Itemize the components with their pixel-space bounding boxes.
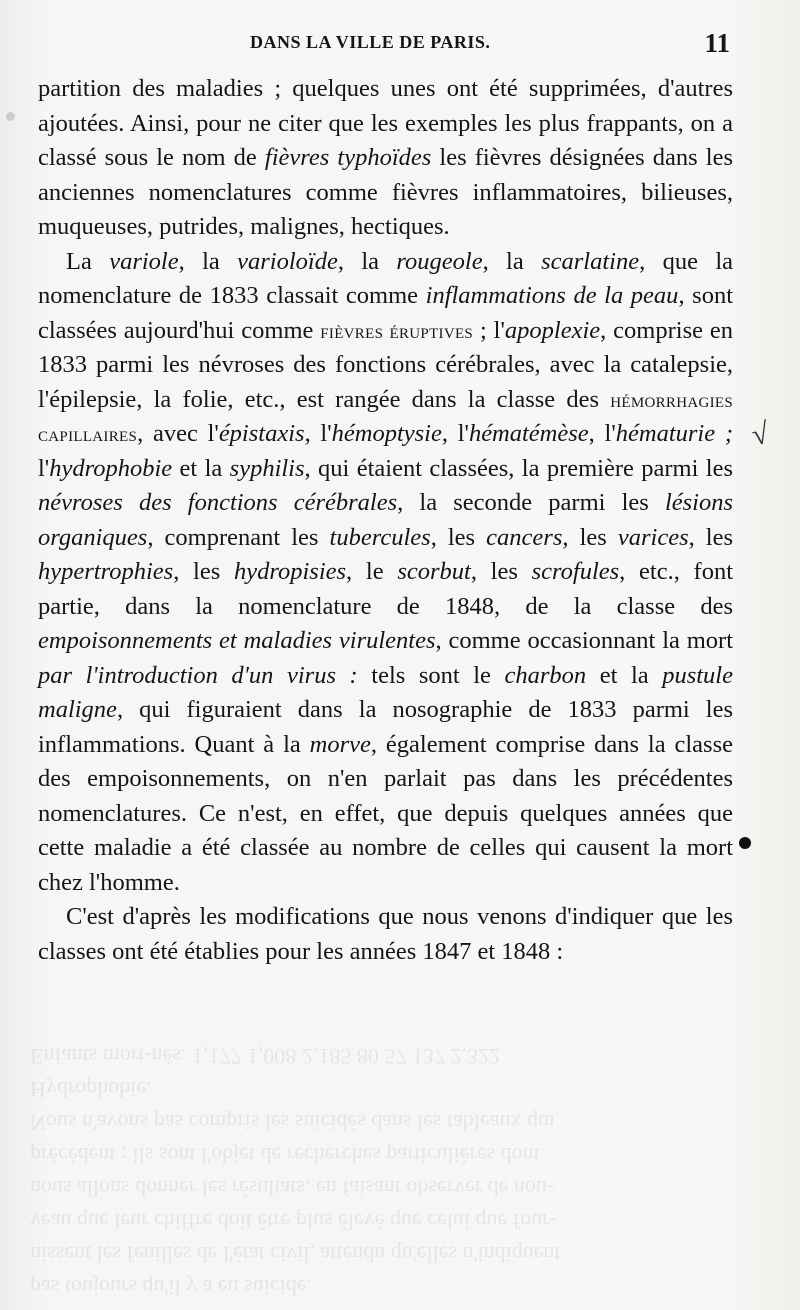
text-run: ; l'	[473, 316, 505, 344]
text-run: , qui étaient classées, la première parmi les	[304, 454, 733, 482]
text-run: , la	[178, 247, 238, 275]
paragraph-1	[38, 72, 733, 245]
text-run: , les	[173, 558, 234, 585]
text-run: et la	[172, 454, 230, 482]
show-through-text	[30, 1040, 750, 1304]
text-run: , l'	[588, 420, 616, 447]
text-run: , la	[482, 247, 542, 275]
page-header	[40, 28, 730, 64]
body-text	[38, 72, 733, 969]
ink-smudge	[6, 112, 15, 121]
show-through-line: Enfants mort-nés. 1,177 1,008 2,185 80 57 137 2,322	[30, 1044, 500, 1069]
show-through-line: nissent les feuilles de l'état civil, attendu qu'elles n'indiquent	[30, 1242, 561, 1267]
italic-run: syphilis	[229, 454, 305, 482]
text-run: , les	[562, 523, 618, 551]
italic-run: hématurie ;	[615, 420, 733, 447]
italic-run: variole	[109, 247, 179, 275]
italic-run: tubercules	[329, 523, 431, 551]
show-through-line: Nous n'avons pas compris les suicidés dans les tableaux qui	[30, 1110, 556, 1135]
small-caps-run: hémorrhagies capillaires	[38, 387, 733, 446]
italic-run: pustule maligne	[38, 661, 733, 723]
text-run: , sont classées aujourd'hui comme	[38, 282, 733, 344]
text-run: , les	[430, 523, 487, 551]
text-run: , la seconde parmi les	[397, 489, 665, 516]
paragraph-3	[38, 900, 733, 969]
italic-run: hypertrophies	[38, 558, 174, 585]
italic-run: morve	[309, 730, 371, 758]
text-run: La	[66, 247, 110, 275]
text-run: , avec l'	[137, 420, 219, 447]
italic-run: névroses des fonctions cérébrales	[38, 489, 398, 516]
text-run: tels sont le	[357, 661, 505, 689]
show-through-line: veau que leur chiffre doit être plus élevé que celui que four-	[30, 1209, 557, 1234]
text-run: , les	[470, 558, 532, 585]
italic-run: scarlatine	[541, 247, 640, 275]
show-through-line: précèdent ; ils sont l'objet de recherches particulières dont	[30, 1143, 540, 1168]
text-run: , que la nomenclature de 1833 classait comme	[38, 247, 734, 309]
show-through-line: Hydrophobie.	[30, 1077, 152, 1102]
italic-run: cancers	[486, 523, 563, 551]
italic-run: hématémèse	[468, 420, 589, 447]
italic-run: empoisonnements et maladies virulentes	[38, 627, 436, 654]
paragraph-2	[38, 245, 733, 901]
italic-run: varioloïde	[237, 247, 338, 275]
show-through-line: pas toujours qu'il y a eu suicide.	[30, 1275, 312, 1300]
text-run: , l'	[441, 420, 469, 447]
italic-run: varices	[617, 523, 689, 551]
text-run: les fièvres désignées dans les anciennes nomenclatures comme fièvres inflammatoires, bilieuses, muqueuses, putrides, malignes, hectiques.	[38, 144, 734, 240]
text-run: , également comprise dans la classe des empoisonnements, on n'en parlait pas dans les précédentes nomenclatures. Ce n'est, en effet, que depuis quelques années que cette maladie a été classée au nombre de celles qui causent la mort chez l'homme.	[38, 730, 733, 896]
italic-run: scrofules	[531, 558, 620, 585]
italic-run: apoplexie	[504, 316, 601, 344]
italic-run: hydropisies	[233, 558, 347, 585]
italic-run: épistaxis	[218, 420, 305, 447]
text-run: , comme occasionnant la mort	[435, 627, 734, 654]
italic-run: charbon	[504, 661, 587, 689]
italic-run: hémoptysie	[331, 420, 442, 447]
text-run: partition des maladies ; quelques unes ont été supprimées, d'autres ajoutées. Ainsi, pour ne citer que les exemples les plus frappants, on a classé sous le nom de	[38, 75, 733, 171]
italic-run: par l'introduction d'un virus :	[38, 661, 358, 689]
page-number: 11	[704, 28, 730, 58]
text-run: , les	[688, 523, 734, 551]
text-run: , comprenant les	[147, 523, 330, 551]
italic-run: fièvres typhoïdes	[264, 144, 432, 171]
italic-run: lésions organiques	[38, 489, 733, 551]
show-through-line: nous allons donner les résultats, en faisant observer de nou-	[30, 1176, 555, 1201]
text-run: , comprise en 1833 parmi les névroses des fonctions cérébrales, avec la catalepsie, l'épilepsie, la folie, etc., est rangée dans la classe des	[38, 316, 733, 413]
italic-run: inflammations de la peau	[425, 282, 679, 309]
check-mark-icon: √	[749, 416, 772, 453]
text-run: l'	[38, 454, 50, 482]
text-run: , la	[337, 247, 397, 275]
running-title: DANS LA VILLE DE PARIS.	[250, 32, 491, 52]
italic-run: hydrophobie	[49, 454, 173, 482]
text-run: C'est d'après les modifications que nous venons d'indiquer que les classes ont été établies pour les années 1847 et 1848 :	[38, 903, 733, 965]
text-run: et la	[586, 661, 663, 689]
italic-run: rougeole	[396, 247, 483, 275]
text-run: , qui figuraient dans la nosographie de 1833 parmi les inflammations. Quant à la	[38, 696, 733, 758]
ink-dot	[739, 837, 751, 849]
text-run: , l'	[304, 420, 332, 447]
text-run: , etc., font partie, dans la nomenclature de 1848, de la classe des	[38, 558, 734, 620]
small-caps-run: fièvres éruptives	[320, 318, 474, 343]
text-run: , le	[346, 558, 398, 585]
italic-run: scorbut	[397, 558, 471, 585]
